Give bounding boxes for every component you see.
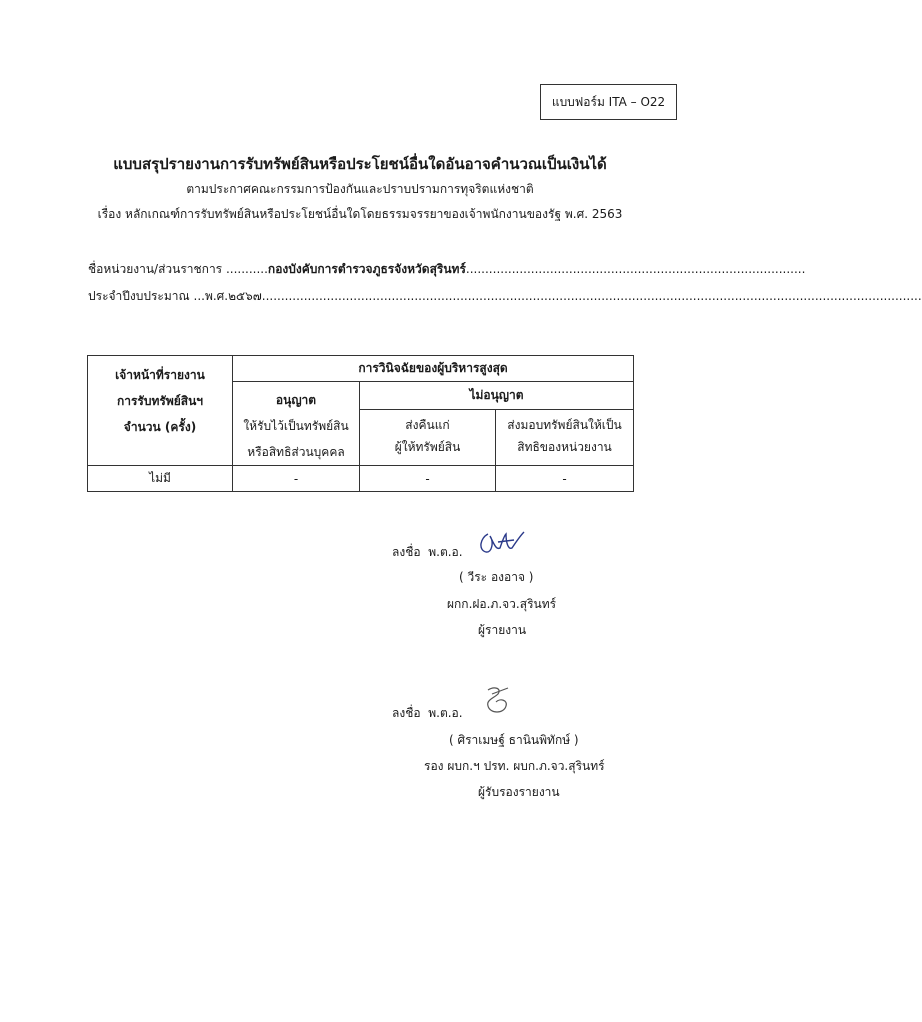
signer-2-position: รอง ผบก.ฯ ปรท. ผบก.ภ.จว.สุรินทร์: [424, 759, 605, 773]
signer-2-name: ( ศิราเมษฐ์ ธานินพิทักษ์ ): [449, 733, 579, 747]
signer-2-sign-label: ลงชื่อ: [392, 706, 421, 720]
cell-transfer: -: [496, 466, 634, 492]
signer-1-role: ผู้รายงาน: [478, 623, 527, 637]
document-subtitle-1: ตามประกาศคณะกรรมการป้องกันและปราบปรามการทุจริตแห่งชาติ: [186, 182, 534, 196]
form-code: แบบฟอร์ม ITA – O22: [551, 94, 666, 109]
deny-header: ไม่อนุญาต: [360, 382, 634, 410]
signer-1-rank: พ.ต.อ.: [428, 545, 463, 559]
signer-2-sign-line: [392, 704, 463, 723]
fiscal-year-value: พ.ศ.๒๕๖๗: [204, 289, 262, 303]
document-subtitle-2: เรื่อง หลักเกณฑ์การรับทรัพย์สินหรือประโยชน์อื่นใดโดยธรรมจรรยาของเจ้าพนักงานของรัฐ พ.ศ. 2563: [97, 207, 623, 221]
gift-report-table: [87, 355, 634, 492]
cell-return: -: [360, 466, 496, 492]
reporter-header: เจ้าหน้าที่รายงาน การรับทรัพย์สินฯ จำนวน (ครั้ง): [88, 356, 233, 466]
fiscal-year-line: ประจำปีงบประมาณ ...พ.ศ.๒๕๖๗.............................................................................................................................................................................: [88, 289, 922, 303]
signer-1-position: ผกก.ฝอ.ภ.จว.สุรินทร์: [447, 597, 557, 611]
transfer-header: ส่งมอบทรัพย์สินให้เป็น สิทธิของหน่วยงาน: [496, 410, 634, 466]
fiscal-year-label: ประจำปีงบประมาณ: [88, 289, 190, 303]
signer-2-rank: พ.ต.อ.: [428, 706, 463, 720]
signer-2-role: ผู้รับรองรายงาน: [478, 785, 560, 799]
agency-line: ชื่อหน่วยงาน/ส่วนราชการ ...........กองบังคับการตำรวจภูธรจังหวัดสุรินทร์.........................................................................................: [88, 262, 806, 276]
decision-header: การวินิจฉัยของผู้บริหารสูงสุด: [233, 356, 634, 382]
signer-1-sign-label: ลงชื่อ: [392, 545, 421, 559]
signer-1-sign-line: [392, 543, 463, 562]
return-header: ส่งคืนแก่ ผู้ให้ทรัพย์สิน: [360, 410, 496, 466]
document-title: แบบสรุปรายงานการรับทรัพย์สินหรือประโยชน์อื่นใดอันอาจคำนวณเป็นเงินได้: [113, 155, 607, 173]
signer-2-signature: [478, 684, 518, 720]
allow-header: อนุญาต ให้รับไว้เป็นทรัพย์สิน หรือสิทธิส่วนบุคคล: [233, 382, 360, 466]
form-code-box: [540, 84, 677, 120]
agency-value: กองบังคับการตำรวจภูธรจังหวัดสุรินทร์: [267, 262, 466, 276]
table-row: [88, 466, 634, 492]
cell-allow: -: [233, 466, 360, 492]
cell-reporter: ไม่มี: [88, 466, 233, 492]
agency-label: ชื่อหน่วยงาน/ส่วนราชการ: [88, 262, 223, 276]
signer-1-signature: [474, 528, 532, 560]
signer-1-name: ( วีระ องอาจ ): [459, 570, 534, 584]
